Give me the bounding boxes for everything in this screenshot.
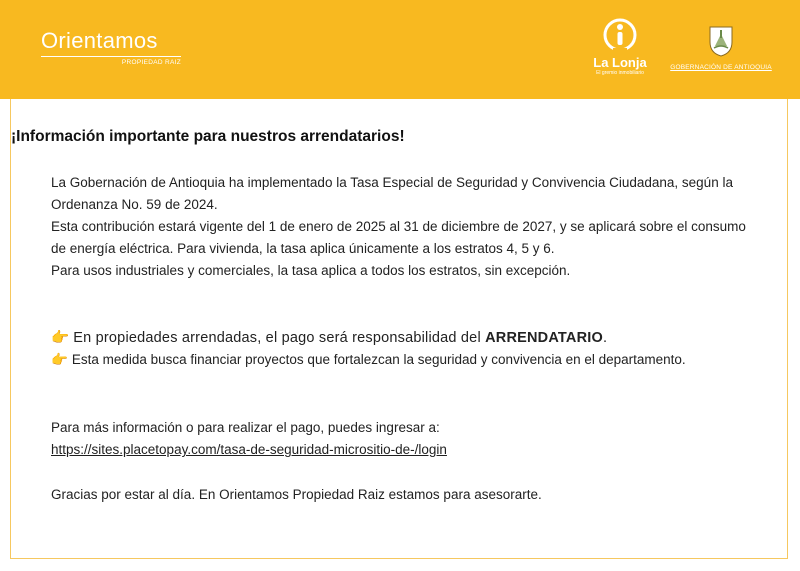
pointing-hand-icon: 👉 xyxy=(51,330,70,346)
lonja-subtitle: El gremio inmobiliario xyxy=(596,70,644,76)
brand-name: Orientamos xyxy=(41,28,158,53)
paragraph-line: Para usos industriales y comerciales, la tasa aplica a todos los estratos, sin excepción. xyxy=(51,263,571,278)
payment-info xyxy=(51,417,751,461)
note2-text: Esta medida busca financiar proyectos que fortalezcan la seguridad y convivencia en el departamento. xyxy=(71,352,686,367)
gobernacion-logo xyxy=(660,24,782,71)
lonja-name: La Lonja xyxy=(593,55,647,70)
note1-prefix: En propiedades arrendadas, el pago será responsabilidad del xyxy=(73,330,486,346)
note1-suffix: . xyxy=(602,330,608,346)
note-responsibility xyxy=(51,327,751,349)
gobernacion-name: GOBERNACIÓN DE ANTIOQUIA xyxy=(670,64,772,71)
paragraph-line: Esta contribución estará vigente del 1 de enero de 2025 al 31 de diciembre de 2027, y se aplicará sobre el consumo de energía eléctrica. Para vivienda, la tasa aplica únicamente a los estratos 4, 5 y 6. xyxy=(51,219,746,256)
paragraph-line: La Gobernación de Antioquia ha implementado la Tasa Especial de Seguridad y Convivencia Ciudadana, según la Ordenanza No. 59 de 2024. xyxy=(51,175,733,212)
notice-title: ¡Información importante para nuestros arrendatarios! xyxy=(11,128,405,145)
notice-panel xyxy=(10,99,788,559)
orientamos-logo[interactable] xyxy=(41,28,181,66)
pointing-hand-icon: 👉 xyxy=(51,352,68,367)
header-banner xyxy=(0,0,800,99)
notice-body xyxy=(51,172,751,282)
thanks-text: Gracias por estar al día. En Orientamos Propiedad Raiz estamos para asesorarte. xyxy=(51,487,542,502)
payment-link[interactable]: https://sites.placetopay.com/tasa-de-seguridad-micrositio-de-/login xyxy=(51,442,447,457)
brand-tagline: PROPIEDAD RAIZ xyxy=(121,59,181,66)
note-purpose xyxy=(51,349,751,371)
antioquia-coat-of-arms-icon xyxy=(706,24,736,58)
brand-divider xyxy=(41,56,181,57)
notice-notes xyxy=(51,327,751,371)
note1-bold: ARRENDATARIO xyxy=(485,330,603,346)
la-lonja-logo xyxy=(588,16,652,77)
info-text: Para más información o para realizar el pago, puedes ingresar a: xyxy=(51,420,440,435)
lonja-logo-icon xyxy=(603,16,637,54)
